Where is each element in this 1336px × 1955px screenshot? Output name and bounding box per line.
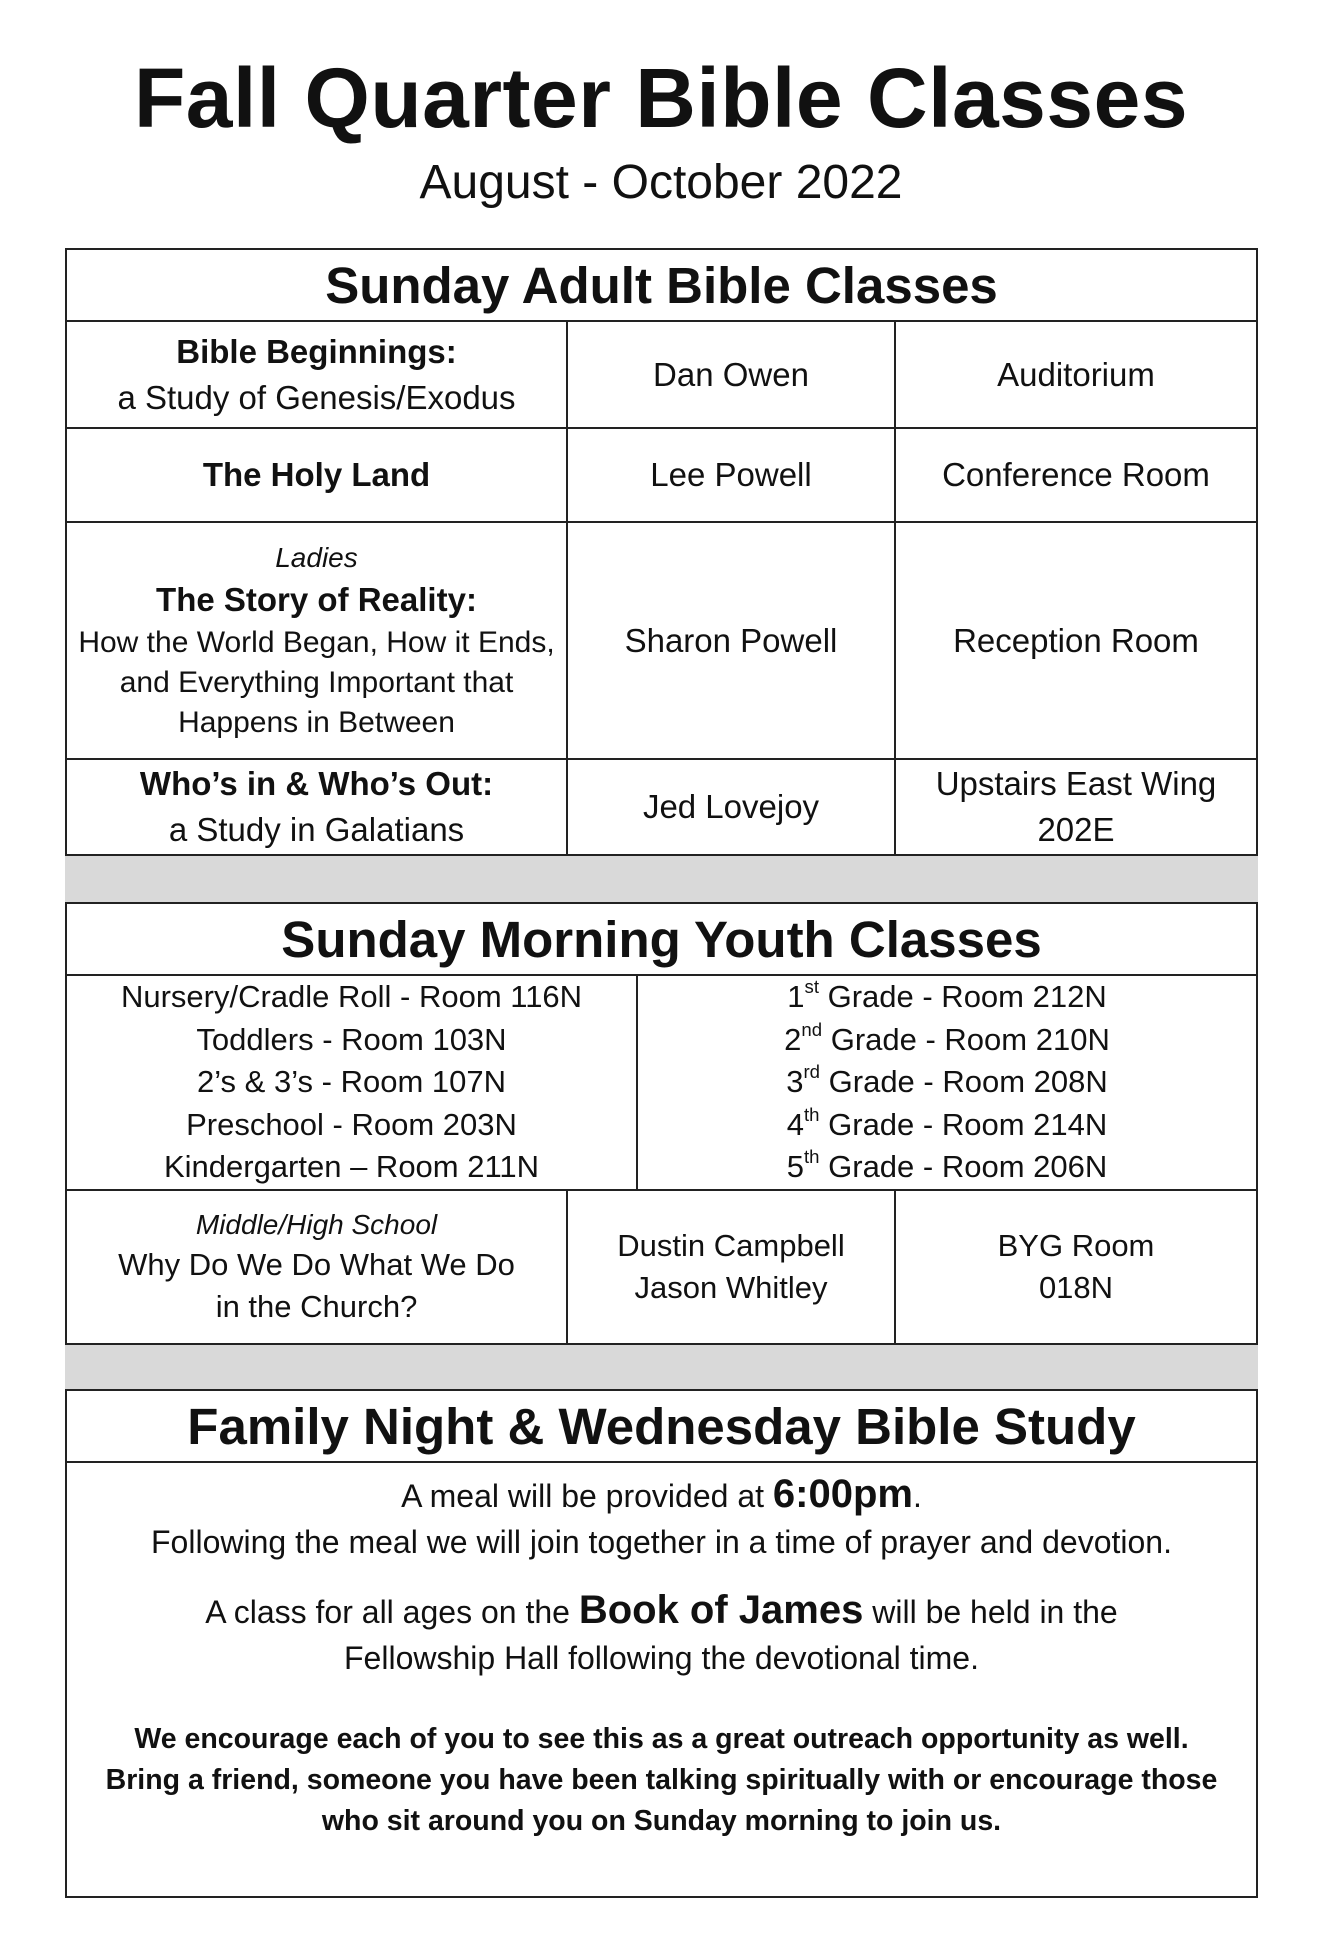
teacher-cell: Sharon Powell — [568, 523, 896, 758]
class-title-cell — [67, 322, 568, 427]
list-item: 4th Grade - Room 214N — [786, 1103, 1108, 1142]
room-cell: Auditorium — [997, 355, 1155, 393]
teacher-cell: Jed Lovejoy — [568, 760, 896, 854]
room-line: 202E — [1037, 811, 1115, 848]
class-title-cell — [67, 760, 568, 854]
teacher-cell: Lee Powell — [568, 429, 896, 521]
room-cell: Reception Room — [953, 621, 1199, 659]
teacher-cell — [568, 1191, 896, 1343]
youth-rooms-right — [638, 976, 1256, 1189]
meal-time: 6:00pm — [772, 1472, 913, 1516]
list-item: 3rd Grade - Room 208N — [786, 1061, 1108, 1100]
teacher-cell: Dan Owen — [568, 322, 896, 427]
list-item: Toddlers - Room 103N — [196, 1021, 507, 1057]
family-night-heading: Family Night & Wednesday Bible Study — [67, 1391, 1256, 1463]
teacher-name: Jason Whitley — [634, 1270, 828, 1305]
class-title: The Story of Reality: — [156, 580, 477, 618]
list-item: 1st Grade - Room 212N — [787, 976, 1107, 1015]
class-title-cell — [67, 429, 568, 521]
encourage-line: We encourage each of you to see this as a great outreach opportunity as well. — [134, 1723, 1189, 1755]
table-row — [67, 322, 1256, 429]
room-cell — [896, 760, 1256, 854]
class-title: The Holy Land — [202, 456, 431, 493]
youth-classes-section — [65, 902, 1258, 1345]
room-cell: Conference Room — [942, 456, 1210, 493]
table-row — [67, 760, 1256, 854]
class-audience-label: Middle/High School — [195, 1208, 438, 1240]
youth-classes-heading: Sunday Morning Youth Classes — [67, 904, 1256, 976]
meal-line: A meal will be provided at 6:00pm. — [401, 1472, 922, 1516]
table-row — [67, 976, 1256, 1191]
table-row — [67, 429, 1256, 523]
section-divider — [65, 856, 1258, 902]
adult-classes-section — [65, 248, 1258, 856]
list-item: 2’s & 3’s - Room 107N — [196, 1064, 506, 1100]
class-description: in the Church? — [215, 1289, 418, 1324]
page-subtitle: August - October 2022 — [419, 156, 903, 209]
page-title: Fall Quarter Bible Classes — [133, 51, 1189, 145]
youth-rooms-left — [67, 976, 638, 1189]
room-line: 018N — [1038, 1270, 1114, 1305]
family-night-body — [67, 1463, 1256, 1842]
table-row — [67, 523, 1256, 760]
class-description: Why Do We Do What We Do — [118, 1246, 515, 1282]
class-description: a Study of Genesis/Exodus — [117, 378, 516, 416]
adult-classes-heading: Sunday Adult Bible Classes — [67, 250, 1256, 322]
encourage-line: who sit around you on Sunday morning to join us. — [321, 1805, 1002, 1837]
list-item: Preschool - Room 203N — [186, 1106, 517, 1142]
encourage-line: Bring a friend, someone you have been talking spiritually with or encourage those — [105, 1764, 1218, 1796]
section-divider — [65, 1345, 1258, 1389]
class-description: How the World Began, How it Ends, and Everything Important that Happens in Between — [78, 625, 555, 739]
room-cell — [896, 1191, 1256, 1343]
devotion-line: Following the meal we will join together in a time of prayer and devotion. — [151, 1524, 1172, 1560]
class-title: Who’s in & Who’s Out: — [139, 765, 494, 802]
class-line-2: Fellowship Hall following the devotional time. — [344, 1640, 979, 1676]
teacher-name: Dustin Campbell — [617, 1227, 845, 1263]
family-night-section — [65, 1389, 1258, 1898]
list-item: 5th Grade - Room 206N — [786, 1146, 1108, 1185]
class-title-cell — [67, 523, 568, 758]
class-description: a Study in Galatians — [168, 811, 465, 848]
list-item: Nursery/Cradle Roll - Room 116N — [120, 979, 583, 1015]
room-line: BYG Room — [997, 1227, 1155, 1263]
class-title-cell — [67, 1191, 568, 1343]
room-line: Upstairs East Wing — [935, 765, 1217, 802]
list-item: 2nd Grade - Room 210N — [784, 1018, 1110, 1057]
book-name: Book of James — [578, 1588, 864, 1632]
class-audience-label: Ladies — [275, 541, 358, 573]
class-line: A class for all ages on the Book of James will be held in the — [205, 1588, 1118, 1632]
table-row — [67, 1191, 1256, 1343]
class-title: Bible Beginnings: — [176, 332, 457, 370]
list-item: Kindergarten – Room 211N — [163, 1149, 540, 1185]
